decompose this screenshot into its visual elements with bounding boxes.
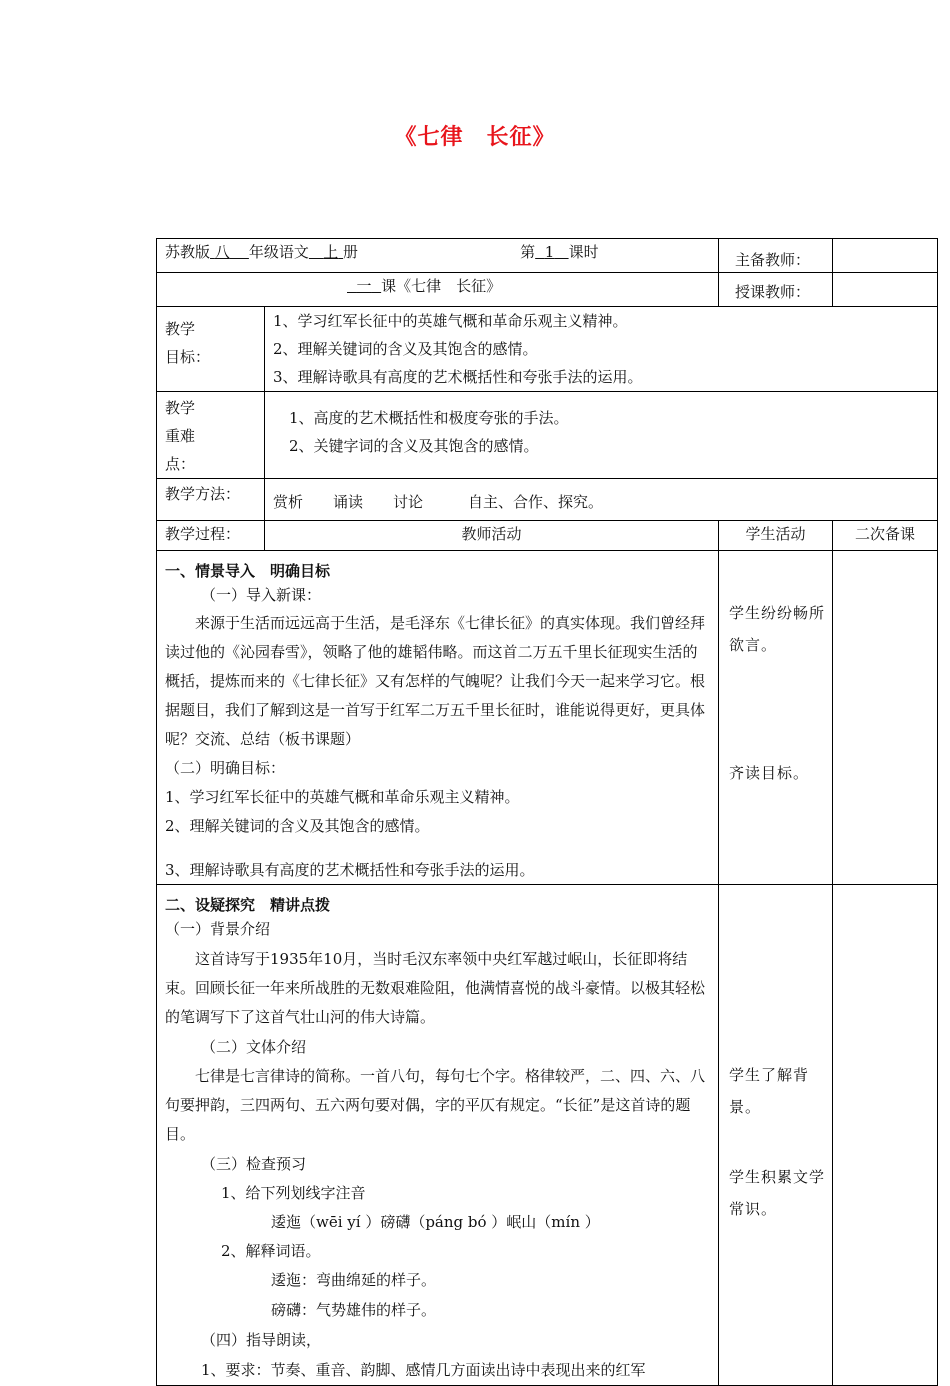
header-row-unit: 一 课《七律 长征》 <box>157 272 719 306</box>
section2-teacher: 二、设疑探究 精讲点拨 （一）背景介绍 这首诗写于1935年10月，当时毛汉东率领中央红军越过岷山，长征即将结束。回顾长征一年来所战胜的无数艰难险阻，他满情喜悦的战斗豪情。以极其轻松的笔调写下了这首气壮山河的伟大诗篇。 （二）文体介绍 七律是七言律诗的简称。一首八句，每句七个字。格律较严，二、四、六、八句要押韵，三四两句、五六两句要对偶，字的平仄有规定。“长征”是这首诗的题目。 （三）检查预习 1、给下列划线字注音 逶迤（wēi yí ）磅礴（páng bó ）岷山（mín ） 2、解释词语。 逶迤：弯曲绵延的样子。 磅礴：气势雄伟的样子。 （四）指导朗读， 1、要求：节奏、重音、韵脚、感情几方面读出诗中表现出来的红军 <box>157 884 719 1385</box>
goal-item: 3、理解诗歌具有高度的艺术概括性和夸张手法的运用。 <box>273 367 643 386</box>
section1-teacher: 一、情景导入 明确目标 （一）导入新课： 来源于生活而远远高于生活，是毛泽东《七律长征》的真实体现。我们曾经拜读过他的《沁园春雪》，领略了他的雄韬伟略。而这首二万五千里长征现实生活的概括，提炼而来的《七律长征》又有怎样的气魄呢？让我们今天一起来学习它。根据题目，我们了解到这是一首写于红军二万五千里长征时，谁能说得更好，更具体呢？交流、总结（板书课题） （二）明确目标： 1、学习红军长征中的英雄气概和革命乐观主义精神。 2、理解关键词的含义及其饱含的感情。 3、理解诗歌具有高度的艺术概括性和夸张手法的运用。 <box>157 550 719 884</box>
goal-item: 2、理解关键词的含义及其饱含的感情。 <box>273 339 538 358</box>
key-points-label: 教学 重难 点： <box>157 391 265 478</box>
header-row-edition: 苏教版 八 年级语文 上 册 第 1 课时 <box>157 239 719 273</box>
section1-heading: 一、情景导入 明确目标 <box>165 561 331 580</box>
section1-paragraph: 来源于生活而远远高于生活，是毛泽东《七律长征》的真实体现。我们曾经拜读过他的《沁园春雪》，领略了他的雄韬伟略。而这首二万五千里长征现实生活的概括，提炼而来的《七律长征》又有怎样的气魄呢？让我们今天一起来学习它。根据题目，我们了解到这是一首写于红军二万五千里长征时，谁能说得更好，更具体呢？交流、总结（板书课题） <box>165 613 706 748</box>
second-prep-header: 二次备课 <box>833 520 938 550</box>
section2-second-prep[interactable] <box>833 884 938 1385</box>
lesson-num[interactable]: 1 <box>544 243 555 261</box>
section2-heading: 二、设疑探究 精讲点拨 <box>165 895 331 914</box>
teaching-teacher-label: 授课教师： <box>719 272 833 306</box>
main-teacher-value[interactable] <box>833 239 938 273</box>
section1-second-prep[interactable] <box>833 550 938 884</box>
key-points-content <box>265 391 938 478</box>
volume-value[interactable]: 上 <box>323 243 339 261</box>
method-value: 赏析 诵读 讨论 自主、合作、探究。 <box>265 478 938 520</box>
grade-value[interactable]: 八 <box>214 243 230 261</box>
student-activity-header: 学生活动 <box>719 520 833 550</box>
section2-student: 学生了解背景。 学生积累文学常识。 <box>719 884 833 1385</box>
process-header-label: 教学过程： <box>157 520 265 550</box>
teacher-activity-header: 教师活动 <box>265 520 719 550</box>
teaching-teacher-value[interactable] <box>833 272 938 306</box>
main-teacher-label: 主备教师： <box>719 239 833 273</box>
section2-paragraph1: 这首诗写于1935年10月，当时毛汉东率领中央红军越过岷山，长征即将结束。回顾长征一年来所战胜的无数艰难险阻，他满情喜悦的战斗豪情。以极其轻松的笔调写下了这首气壮山河的伟大诗篇。 <box>165 949 706 1026</box>
unit-value[interactable]: 一 <box>356 276 372 295</box>
section2-paragraph2: 七律是七言律诗的简称。一首八句，每句七个字。格律较严，二、四、六、八句要押韵，三四两句、五六两句要对偶，字的平仄有规定。“长征”是这首诗的题目。 <box>165 1066 706 1143</box>
section1-student: 学生纷纷畅所欲言。 齐读目标。 <box>719 550 833 884</box>
goals-content <box>265 306 938 391</box>
key-point-item: 1、高度的艺术概括性和极度夸张的手法。 <box>289 408 569 427</box>
key-point-item: 2、关键字词的含义及其饱含的感情。 <box>289 436 539 455</box>
goals-label: 教学 目标： <box>157 306 265 391</box>
lesson-plan-table <box>156 238 938 1386</box>
page-title: 《七律 长征》 <box>394 125 556 150</box>
method-label: 教学方法： <box>157 478 265 520</box>
goal-item: 1、学习红军长征中的英雄气概和革命乐观主义精神。 <box>273 311 628 330</box>
pinyin-line: 逶迤（wēi yí ）磅礴（páng bó ）岷山（mín ） <box>271 1212 600 1231</box>
